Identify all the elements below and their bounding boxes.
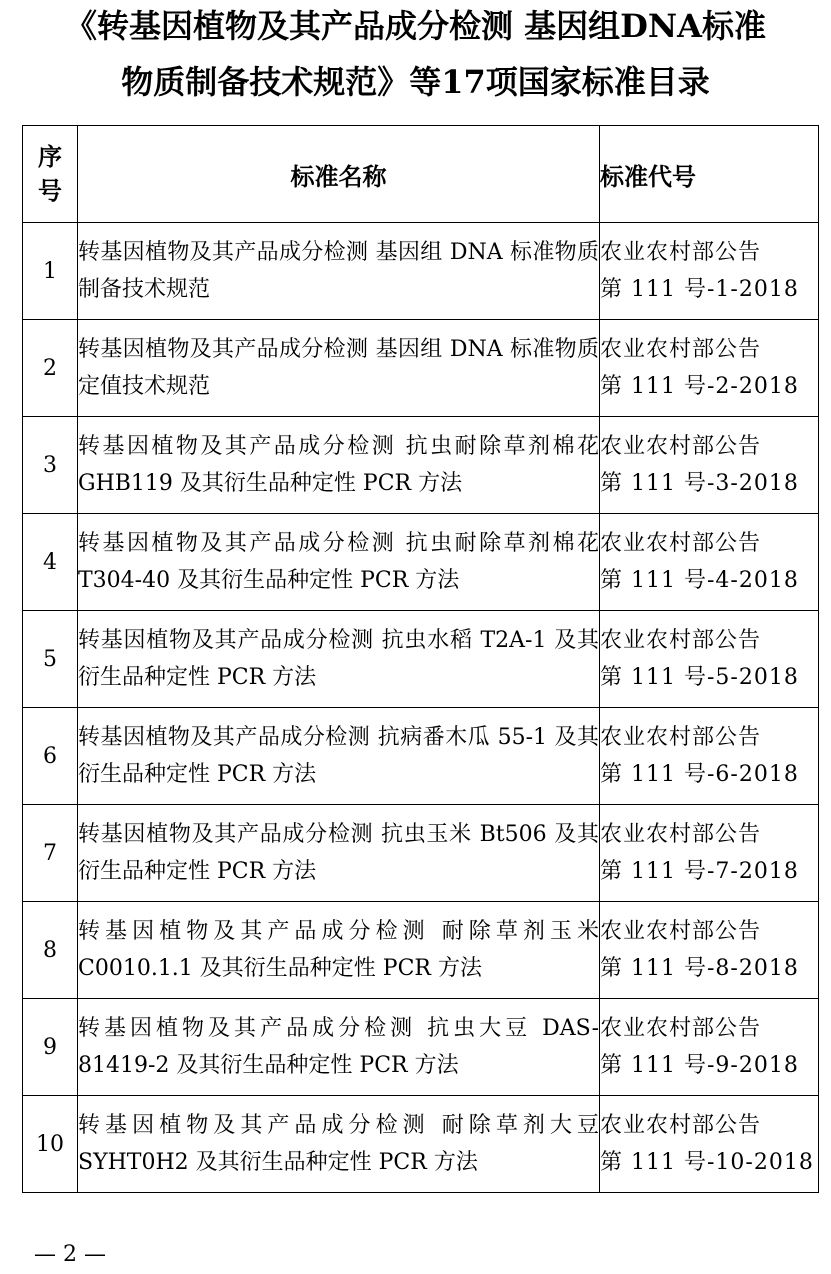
table-row xyxy=(23,611,819,708)
row-seq: 7 xyxy=(23,805,78,902)
row-standard-name: 转基因植物及其产品成分检测 抗虫耐除草剂棉花 GHB119 及其衍生品种定性 PCR 方法 xyxy=(78,417,600,514)
row-seq: 6 xyxy=(23,708,78,805)
row-standard-code xyxy=(600,223,819,320)
row-standard-code xyxy=(600,611,819,708)
code-line-2: 第 111 号-6-2018 xyxy=(600,762,799,787)
code-line-1: 农业农村部公告 xyxy=(600,919,762,944)
code-line-2: 第 111 号-4-2018 xyxy=(600,568,799,593)
row-standard-name: 转基因植物及其产品成分检测 抗虫水稻 T2A-1 及其衍生品种定性 PCR 方法 xyxy=(78,611,600,708)
row-seq: 4 xyxy=(23,514,78,611)
row-standard-name: 转基因植物及其产品成分检测 基因组 DNA 标准物质定值技术规范 xyxy=(78,320,600,417)
header-name: 标准名称 xyxy=(78,126,600,223)
code-line-2: 第 111 号-5-2018 xyxy=(600,665,799,690)
row-standard-name: 转基因植物及其产品成分检测 耐除草剂大豆 SYHT0H2 及其衍生品种定性 PCR 方法 xyxy=(78,1096,600,1193)
code-line-2: 第 111 号-10-2018 xyxy=(600,1150,814,1175)
row-standard-code xyxy=(600,999,819,1096)
header-seq xyxy=(23,126,78,223)
document-title-line-2: 物质制备技术规范》等17项国家标准目录 xyxy=(121,63,710,101)
code-line-2: 第 111 号-8-2018 xyxy=(600,956,799,981)
table-row xyxy=(23,223,819,320)
row-standard-name: 转基因植物及其产品成分检测 抗虫玉米 Bt506 及其衍生品种定性 PCR 方法 xyxy=(78,805,600,902)
standards-table xyxy=(22,125,819,1193)
code-line-2: 第 111 号-3-2018 xyxy=(600,471,799,496)
document-title-line-1: 《转基因植物及其产品成分检测 基因组DNA标准 xyxy=(65,7,766,45)
code-line-1: 农业农村部公告 xyxy=(600,1113,762,1138)
row-seq: 3 xyxy=(23,417,78,514)
row-seq: 1 xyxy=(23,223,78,320)
code-line-1: 农业农村部公告 xyxy=(600,725,762,750)
page-number: — 2 — xyxy=(34,1242,106,1267)
row-seq: 8 xyxy=(23,902,78,999)
row-standard-name: 转基因植物及其产品成分检测 基因组 DNA 标准物质制备技术规范 xyxy=(78,223,600,320)
header-seq-label: 序号 xyxy=(38,142,62,205)
table-row xyxy=(23,999,819,1096)
row-standard-name: 转基因植物及其产品成分检测 抗病番木瓜 55-1 及其衍生品种定性 PCR 方法 xyxy=(78,708,600,805)
table-row xyxy=(23,320,819,417)
table-row xyxy=(23,805,819,902)
table-row xyxy=(23,1096,819,1193)
row-standard-code xyxy=(600,417,819,514)
table-row xyxy=(23,708,819,805)
table-row xyxy=(23,417,819,514)
code-line-2: 第 111 号-9-2018 xyxy=(600,1053,799,1078)
row-standard-code xyxy=(600,805,819,902)
code-line-1: 农业农村部公告 xyxy=(600,434,762,459)
code-line-2: 第 111 号-2-2018 xyxy=(600,374,799,399)
code-line-1: 农业农村部公告 xyxy=(600,1016,762,1041)
row-seq: 9 xyxy=(23,999,78,1096)
row-standard-name: 转基因植物及其产品成分检测 抗虫耐除草剂棉花 T304-40 及其衍生品种定性 PCR 方法 xyxy=(78,514,600,611)
code-line-1: 农业农村部公告 xyxy=(600,240,762,265)
header-code: 标准代号 xyxy=(600,126,819,223)
code-line-1: 农业农村部公告 xyxy=(600,628,762,653)
row-standard-code xyxy=(600,708,819,805)
table-row xyxy=(23,514,819,611)
row-seq: 2 xyxy=(23,320,78,417)
row-standard-code xyxy=(600,320,819,417)
row-standard-code xyxy=(600,902,819,999)
row-standard-code xyxy=(600,1096,819,1193)
code-line-2: 第 111 号-7-2018 xyxy=(600,859,799,884)
row-seq: 5 xyxy=(23,611,78,708)
code-line-2: 第 111 号-1-2018 xyxy=(600,277,799,302)
row-standard-name: 转基因植物及其产品成分检测 抗虫大豆 DAS-81419-2 及其衍生品种定性 PCR 方法 xyxy=(78,999,600,1096)
code-line-1: 农业农村部公告 xyxy=(600,822,762,847)
code-line-1: 农业农村部公告 xyxy=(600,337,762,362)
code-line-1: 农业农村部公告 xyxy=(600,531,762,556)
table-row xyxy=(23,902,819,999)
row-seq: 10 xyxy=(23,1096,78,1193)
row-standard-code xyxy=(600,514,819,611)
table-header-row xyxy=(23,126,819,223)
row-standard-name: 转基因植物及其产品成分检测 耐除草剂玉米 C0010.1.1 及其衍生品种定性 PCR 方法 xyxy=(78,902,600,999)
